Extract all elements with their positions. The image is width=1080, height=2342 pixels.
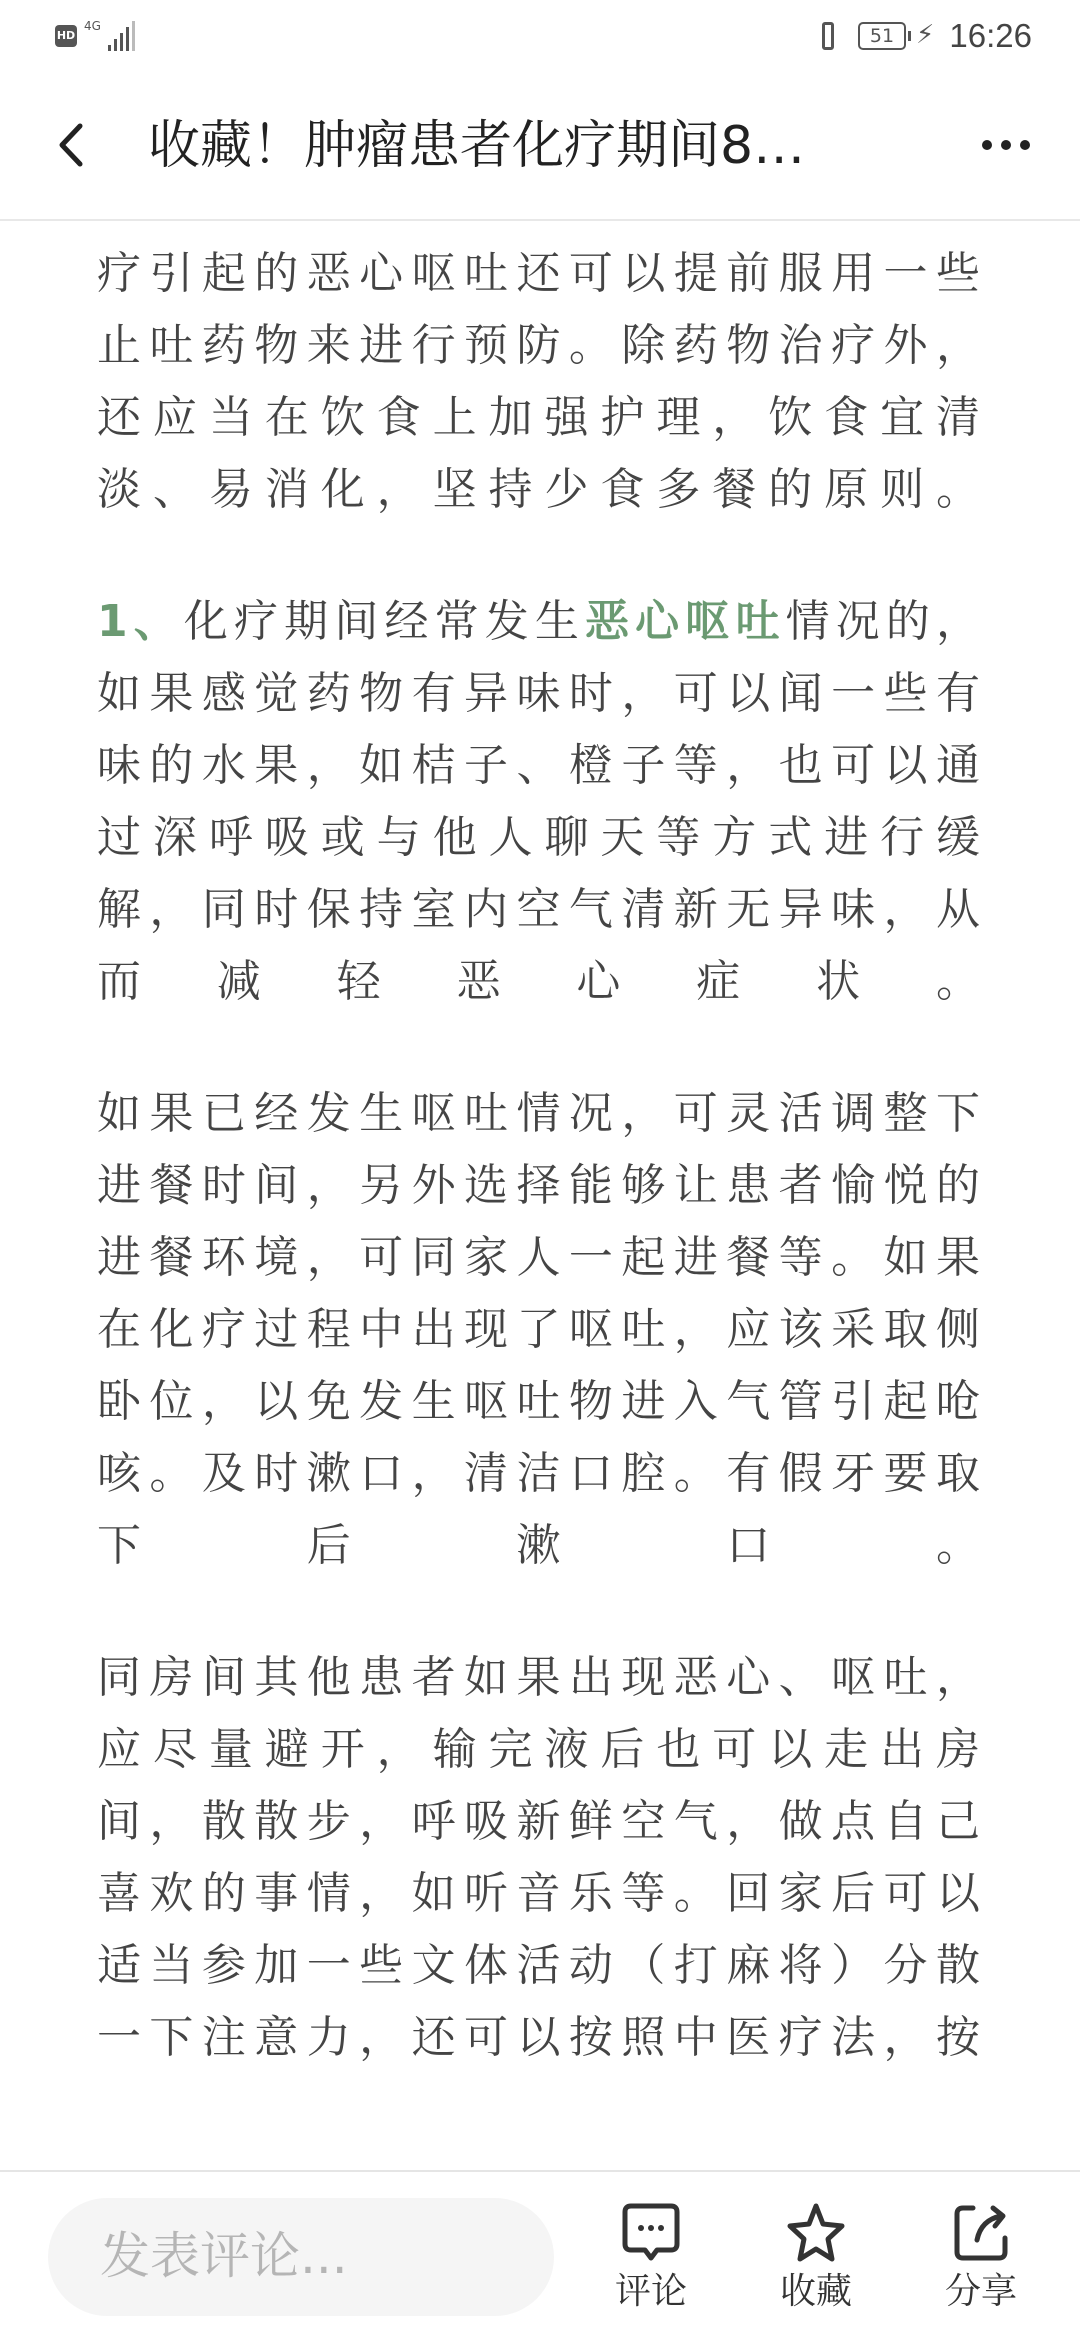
- text-segment: 咳。及时漱口，清洁口腔。有假牙要取: [97, 1448, 980, 1499]
- text-line: [97, 1642, 980, 1714]
- text-line: [97, 382, 980, 454]
- text-segment: 进餐环境，可同家人一起进餐等。如果: [97, 1232, 980, 1283]
- charging-icon: ⚡: [916, 20, 935, 50]
- text-segment: 适当参加一些文体活动（打麻将）分散: [97, 1940, 980, 1991]
- text-segment: 在化疗过程中出现了呕吐，应该采取侧: [97, 1304, 980, 1355]
- text-segment: 淡、易消化，坚持少食多餐的原则。: [97, 464, 980, 515]
- text-line: [97, 1078, 980, 1150]
- text-line: [97, 1510, 980, 1582]
- vibrate-icon: [822, 22, 834, 50]
- chevron-left-icon: [52, 120, 92, 170]
- article-body: [97, 238, 980, 2074]
- comment-input[interactable]: [48, 2198, 554, 2316]
- text-segment: 止吐药物来进行预防。除药物治疗外，: [97, 320, 980, 371]
- text-segment: 同房间其他患者如果出现恶心、呕吐，: [97, 1652, 980, 1703]
- favorite-label: 收藏: [779, 2271, 852, 2312]
- comment-placeholder: 发表评论...: [100, 2227, 348, 2285]
- signal-icon: [108, 21, 135, 51]
- share-icon: [951, 2202, 1011, 2264]
- text-line: [97, 802, 980, 874]
- text-segment: 喜欢的事情，如听音乐等。回家后可以: [97, 1868, 980, 1919]
- text-segment: 化疗期间经常发生: [183, 596, 586, 647]
- text-segment: 而减轻恶心症状。: [97, 956, 980, 1007]
- text-line: [97, 1858, 980, 1930]
- article-paragraph: [97, 1642, 980, 2074]
- star-icon: [786, 2202, 846, 2264]
- text-segment: 解，同时保持室内空气清新无异味，从: [97, 884, 980, 935]
- article-paragraph: [97, 586, 980, 1018]
- text-line: [97, 946, 980, 1018]
- bottom-action-bar: [0, 2170, 1080, 2342]
- comment-icon: [621, 2202, 681, 2264]
- article-paragraph: [97, 238, 980, 526]
- favorite-button[interactable]: [756, 2202, 876, 2314]
- text-segment: 味的水果，如桔子、橙子等，也可以通: [97, 740, 980, 791]
- text-line: [97, 586, 980, 658]
- text-segment: 间，散散步，呼吸新鲜空气，做点自己: [97, 1796, 980, 1847]
- text-segment: 下后漱口。: [97, 1520, 980, 1571]
- text-segment: 进餐时间，另外选择能够让患者愉悦的: [97, 1160, 980, 1211]
- battery-icon: 51: [858, 22, 906, 50]
- status-bar: [0, 0, 1080, 72]
- text-line: [97, 1222, 980, 1294]
- text-segment: 一下注意力，还可以按照中医疗法，按: [97, 2012, 980, 2063]
- text-line: [97, 454, 980, 526]
- text-line: [97, 1438, 980, 1510]
- text-line: [97, 238, 980, 310]
- share-button[interactable]: [921, 2202, 1041, 2314]
- hd-icon: HD: [55, 25, 77, 47]
- highlighted-text: 1、: [97, 596, 184, 647]
- text-line: [97, 310, 980, 382]
- text-line: [97, 1714, 980, 1786]
- text-line: [97, 1294, 980, 1366]
- text-segment: 应尽量避开，输完液后也可以走出房: [97, 1724, 980, 1775]
- text-segment: 如果感觉药物有异味时，可以闻一些有: [97, 668, 980, 719]
- clock: 16:26: [949, 17, 1032, 54]
- text-line: [97, 730, 980, 802]
- text-segment: 情况的，: [785, 596, 981, 647]
- text-line: [97, 874, 980, 946]
- text-line: [97, 1150, 980, 1222]
- text-segment: 如果已经发生呕吐情况，可灵活调整下: [97, 1088, 980, 1139]
- back-button[interactable]: [52, 120, 92, 170]
- page-title: 收藏！肿瘤患者化疗期间8…: [148, 116, 806, 176]
- network-type: 4G: [84, 19, 101, 33]
- text-line: [97, 1786, 980, 1858]
- share-label: 分享: [944, 2271, 1017, 2312]
- article-paragraph: [97, 1078, 980, 1582]
- text-line: [97, 1930, 980, 2002]
- top-app-bar: [0, 72, 1080, 221]
- text-segment: 过深呼吸或与他人聊天等方式进行缓: [97, 812, 980, 863]
- text-segment: 疗引起的恶心呕吐还可以提前服用一些: [97, 248, 980, 299]
- comment-label: 评论: [614, 2271, 687, 2312]
- text-segment: 还应当在饮食上加强护理，饮食宜清: [97, 392, 980, 443]
- more-options-button[interactable]: [982, 130, 1034, 160]
- text-line: [97, 2002, 980, 2074]
- comment-button[interactable]: [591, 2202, 711, 2314]
- text-line: [97, 658, 980, 730]
- text-segment: 卧位，以免发生呕吐物进入气管引起呛: [97, 1376, 980, 1427]
- highlighted-text: 恶心呕吐: [585, 596, 786, 647]
- text-line: [97, 1366, 980, 1438]
